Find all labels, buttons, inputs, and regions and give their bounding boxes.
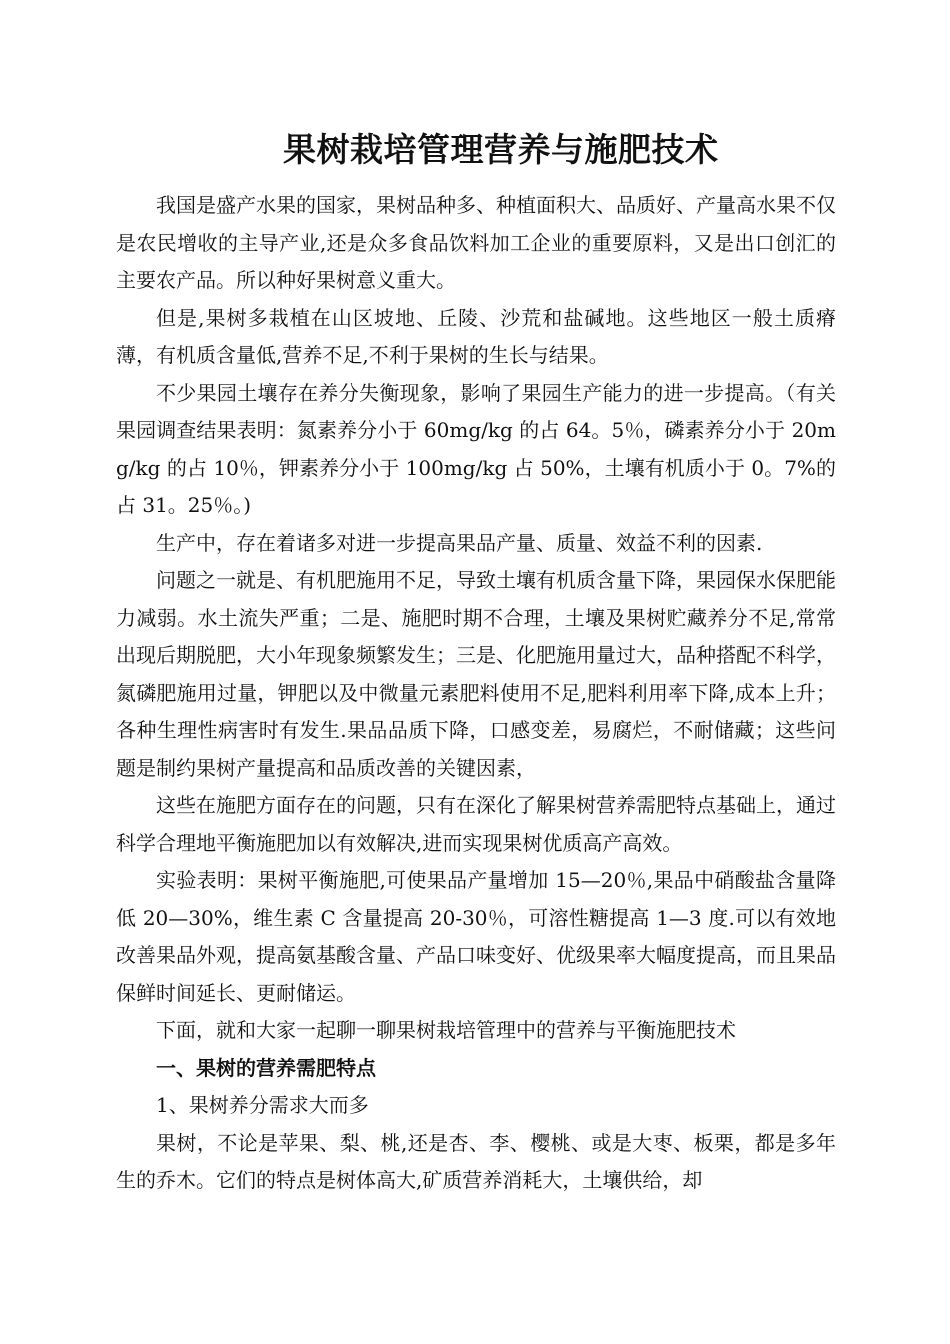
document-title: 果树栽培管理营养与施肥技术	[283, 130, 719, 169]
section-heading: 一、果树的营养需肥特点	[156, 1055, 376, 1080]
paragraph-problems: 问题之一就是、有机肥施用不足，导致土壤有机质含量下降，果园保水保肥能力减弱。水土流失严重；二是、施肥时期不合理，土壤及果树贮藏养分不足,常常出现后期脱肥，大小年现象频繁发生；三是、化肥施用量过大，品种搭配不科学，氮磷肥施用过量，钾肥以及中微量元素肥料使用不足,肥料利用率下降,成本上升；各种生理性病害时有发生.果品品质下降，口感变差，易腐烂，不耐储藏；这些问题是制约果树产量提高和品质改善的关键因素，	[116, 568, 836, 780]
paragraph-experiment: 实验表明：果树平衡施肥,可使果品产量增加 15—20％,果品中硝酸盐含量降低 20—30%，维生素 C 含量提高 20-30％，可溶性糖提高 1—3 度.可以有效地改善果品外观，提高氨基酸含量、产品口味变好、优级果率大幅度提高，而且果品保鲜时间延长、更耐储运。	[116, 868, 836, 1005]
document-body	[116, 187, 836, 1200]
paragraph-soil-imbalance: 不少果园土壤存在养分失衡现象，影响了果园生产能力的进一步提高。（有关果园调查结果表明：氮素养分小于 60mg/kg 的占 64。5％，磷素养分小于 20mg/kg 的占 10％，钾素养分小于 100mg/kg 占 50%，土壤有机质小于 0。7%的占 31。25％。)	[116, 380, 836, 517]
paragraph-fruit-trees: 果树，不论是苹果、梨、桃,还是杏、李、樱桃、或是大枣、板栗，都是多年生的乔木。它们的特点是树体高大,矿质营养消耗大，土壤供给，却	[116, 1130, 836, 1192]
paragraph-terrain: 但是,果树多栽植在山区坡地、丘陵、沙荒和盐碱地。这些地区一般土质瘠薄，有机质含量低,营养不足,不利于果树的生长与结果。	[116, 305, 836, 367]
subsection-heading: 1、果树养分需求大而多	[156, 1093, 369, 1117]
paragraph-transition: 下面，就和大家一起聊一聊果树栽培管理中的营养与平衡施肥技术	[156, 1018, 736, 1042]
paragraph-solution: 这些在施肥方面存在的问题，只有在深化了解果树营养需肥特点基础上，通过科学合理地平衡施肥加以有效解决,进而实现果树优质高产高效。	[116, 793, 836, 855]
paragraph-production-factors: 生产中，存在着诸多对进一步提高果品产量、质量、效益不利的因素.	[156, 530, 763, 555]
paragraph-intro: 我国是盛产水果的国家，果树品种多、种植面积大、品质好、产量高水果不仅是农民增收的主导产业,还是众多食品饮料加工企业的重要原料，又是出口创汇的主要农产品。所以种好果树意义重大。	[116, 193, 836, 292]
